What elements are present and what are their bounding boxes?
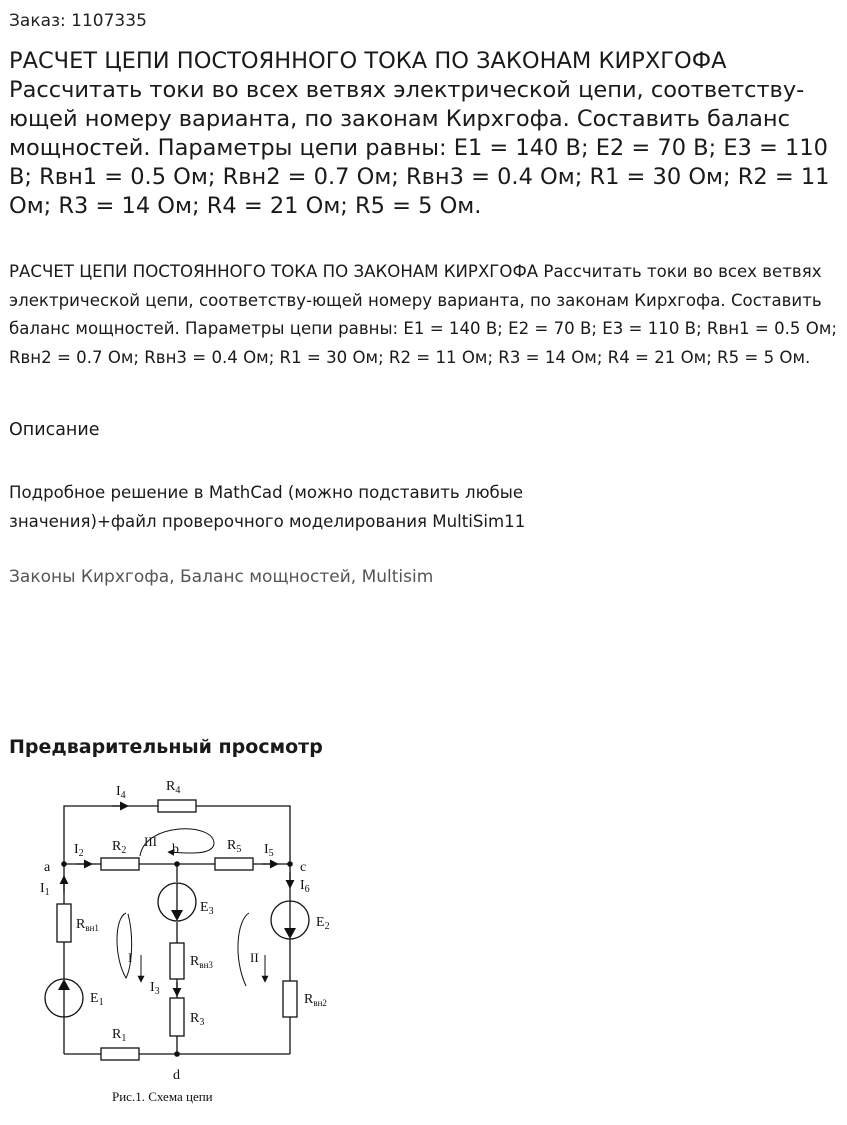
tag-separator: , (169, 567, 180, 587)
circuit-diagram (0, 760, 400, 1125)
resistor-r2 (101, 858, 139, 870)
label-node-b: b (172, 842, 179, 857)
resistor-r4 (158, 800, 196, 812)
node-c-dot (287, 861, 293, 867)
label-rvn3: $R_{вн3}$ (190, 954, 213, 970)
figure-caption: Рис.1. Схема цепи (112, 1089, 213, 1104)
tag-link-multisim[interactable]: Multisim (361, 567, 434, 587)
tag-link-kirchhoff[interactable]: Законы Кирхгофа (9, 567, 170, 587)
loop-arrow-1 (117, 913, 132, 978)
label-e3: $E_3$ (200, 900, 214, 917)
order-number: Заказ: 1107335 (9, 11, 147, 31)
label-e1: $E_1$ (90, 991, 104, 1008)
resistor-rvn1 (57, 904, 71, 942)
label-r4: $R_4$ (166, 779, 181, 796)
tag-separator: , (350, 567, 362, 587)
source-e2 (271, 901, 309, 939)
resistor-r1 (101, 1048, 139, 1060)
label-i3: $I_3$ (150, 980, 160, 997)
label-r1: $R_1$ (112, 1027, 127, 1044)
tag-list (9, 563, 433, 591)
solution-details: Подробное решение в MathCad (можно подставить любые значения)+файл проверочного моделирования MultiSim11 (9, 483, 526, 531)
label-rvn2: $R_{вн2}$ (304, 992, 327, 1008)
resistor-rvn2 (283, 981, 297, 1017)
label-loop-3: III (144, 834, 157, 849)
product-description: РАСЧЕТ ЦЕПИ ПОСТОЯННОГО ТОКА ПО ЗАКОНАМ КИРХГОФА Рассчитать токи во всех ветвях электрической цепи, соответству-ющей номеру варианта, по законам Кирхгофа. Составить баланс мощностей. Параметры цепи равны: E1 = 140 В; E2 = 70 В; E3 = 110 В; Rвн1 = 0.5 Ом; Rвн2 = 0.7 Ом; Rвн3 = 0.4 Ом; R1 = 30 Ом; R2 = 11 Ом; R3 = 14 Ом; R4 = 21 Ом; R5 = 5 Ом. (9, 262, 837, 367)
label-e2: $E_2$ (316, 915, 330, 932)
label-node-d: d (173, 1068, 180, 1083)
label-loop-1: I (128, 950, 133, 965)
resistor-rvn3 (170, 943, 184, 979)
resistor-r5 (215, 858, 253, 870)
tag-link-power-balance[interactable]: Баланс мощностей (180, 567, 351, 587)
label-i2: $I_2$ (74, 842, 84, 859)
source-e3 (158, 883, 196, 921)
label-i4: $I_4$ (116, 784, 126, 801)
node-b-dot (174, 861, 180, 867)
label-i5: $I_5$ (264, 842, 274, 859)
label-node-c: c (300, 860, 307, 875)
label-r2: $R_2$ (112, 839, 127, 856)
label-r5: $R_5$ (227, 838, 242, 855)
label-i6: $I_6$ (300, 878, 310, 895)
description-section-label: Описание (9, 420, 100, 440)
node-d-dot (174, 1051, 180, 1057)
label-i1: $I_1$ (40, 881, 50, 898)
source-e1 (45, 979, 83, 1017)
page-title: РАСЧЕТ ЦЕПИ ПОСТОЯННОГО ТОКА ПО ЗАКОНАМ КИРХГОФА Рассчитать токи во всех ветвях электрической цепи, соответству-ющей номеру варианта, по законам Кирхгофа. Составить баланс мощностей. Параметры цепи равны: E1 = 140 В; E2 = 70 В; E3 = 110 В; Rвн1 = 0.5 Ом; Rвн2 = 0.7 Ом; Rвн3 = 0.4 Ом; R1 = 30 Ом; R2 = 11 Ом; R3 = 14 Ом; R4 = 21 Ом; R5 = 5 Ом. (9, 48, 830, 219)
label-node-a: a (44, 860, 51, 875)
label-r3: $R_3$ (190, 1011, 205, 1028)
label-rvn1: $R_{вн1}$ (76, 917, 99, 933)
resistor-r3 (170, 998, 184, 1036)
loop-arrow-2 (238, 913, 249, 986)
label-loop-2: II (250, 950, 259, 965)
preview-heading: Предварительный просмотр (9, 736, 323, 758)
node-a-dot (61, 861, 67, 867)
